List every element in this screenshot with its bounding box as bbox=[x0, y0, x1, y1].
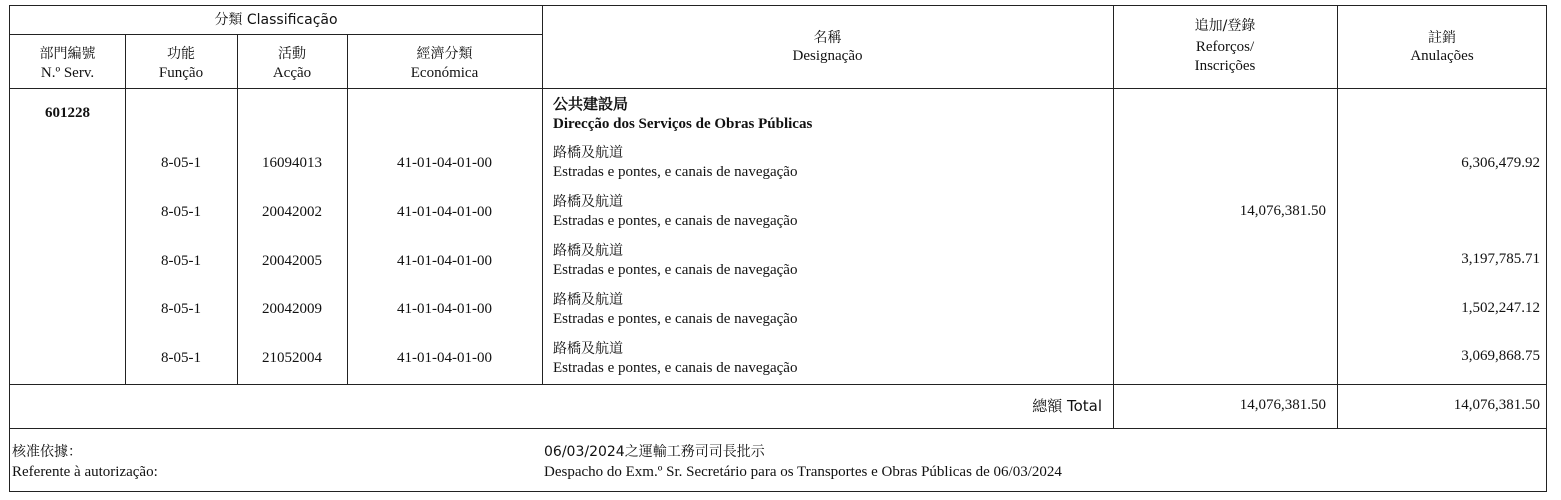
row-economic: 41-01-04-01-00 bbox=[397, 350, 492, 366]
func-header-pt: Função bbox=[158, 65, 204, 81]
ref-header-zh: 追加/登錄 bbox=[1194, 18, 1256, 34]
row-designation-zh: 路橋及航道 bbox=[553, 341, 623, 357]
total-reforcos: 14,076,381.50 bbox=[1239, 397, 1326, 413]
act-header-pt: Acção bbox=[272, 65, 312, 81]
econ-header-pt: Económica bbox=[410, 65, 479, 81]
total-label: 總額 Total bbox=[1032, 397, 1102, 415]
row-designation-zh: 路橋及航道 bbox=[553, 243, 623, 259]
classification-header: 分類 Classificação bbox=[214, 12, 338, 28]
row-designation-pt: Estradas e pontes, e canais de navegação bbox=[553, 262, 798, 278]
department-name-zh: 公共建設局 bbox=[553, 95, 629, 113]
econ-header-zh: 經濟分類 bbox=[416, 46, 473, 62]
serv-header-pt: N.º Serv. bbox=[40, 65, 95, 81]
anul-header-pt: Anulações bbox=[1410, 48, 1474, 64]
total-anulacoes: 14,076,381.50 bbox=[1453, 397, 1540, 413]
authorization-text-pt: Despacho do Exm.º Sr. Secretário para os Transportes e Obras Públicas de 06/03/2024 bbox=[544, 464, 1062, 480]
authorization-text-zh: 06/03/2024之運輸工務司司長批示 bbox=[544, 444, 765, 460]
row-function: 8-05-1 bbox=[161, 301, 201, 317]
row-anulacoes: 3,197,785.71 bbox=[1461, 251, 1540, 267]
row-action: 20042009 bbox=[262, 301, 322, 317]
row-designation-zh: 路橋及航道 bbox=[553, 194, 623, 210]
rule-body-bottom bbox=[10, 384, 1546, 385]
row-function: 8-05-1 bbox=[161, 350, 201, 366]
row-economic: 41-01-04-01-00 bbox=[397, 253, 492, 269]
row-function: 8-05-1 bbox=[161, 155, 201, 171]
department-name-pt: Direcção dos Serviços de Obras Públicas bbox=[553, 116, 813, 132]
anul-header-zh: 註銷 bbox=[1428, 30, 1456, 46]
act-header-zh: 活動 bbox=[278, 46, 306, 62]
ref-header-pt2: Inscrições bbox=[1194, 58, 1256, 74]
func-header-zh: 功能 bbox=[167, 46, 195, 62]
row-designation-zh: 路橋及航道 bbox=[553, 145, 623, 161]
row-designation-pt: Estradas e pontes, e canais de navegação bbox=[553, 164, 798, 180]
row-action: 20042002 bbox=[262, 204, 322, 220]
rule-header-bottom bbox=[10, 88, 1546, 89]
department-code: 601228 bbox=[45, 105, 90, 121]
desig-header-zh: 名稱 bbox=[813, 30, 842, 46]
authorization-label-zh: 核准依據： bbox=[12, 444, 82, 460]
row-designation-pt: Estradas e pontes, e canais de navegação bbox=[553, 311, 798, 327]
rule-classification bbox=[10, 34, 542, 35]
row-action: 21052004 bbox=[262, 350, 322, 366]
serv-header-zh: 部門編號 bbox=[39, 46, 96, 62]
desig-header-pt: Designação bbox=[792, 48, 863, 64]
row-economic: 41-01-04-01-00 bbox=[397, 155, 492, 171]
row-anulacoes: 1,502,247.12 bbox=[1461, 300, 1540, 316]
row-reforcos: 14,076,381.50 bbox=[1239, 203, 1326, 219]
row-economic: 41-01-04-01-00 bbox=[397, 301, 492, 317]
row-function: 8-05-1 bbox=[161, 204, 201, 220]
row-anulacoes: 3,069,868.75 bbox=[1461, 348, 1540, 364]
row-designation-pt: Estradas e pontes, e canais de navegação bbox=[553, 360, 798, 376]
ref-header-pt1: Reforços/ bbox=[1195, 39, 1255, 55]
row-anulacoes: 6,306,479.92 bbox=[1461, 155, 1540, 171]
row-function: 8-05-1 bbox=[161, 253, 201, 269]
rule-total-bottom bbox=[10, 428, 1546, 429]
row-designation-zh: 路橋及航道 bbox=[553, 292, 623, 308]
authorization-label-pt: Referente à autorização: bbox=[12, 464, 158, 480]
row-economic: 41-01-04-01-00 bbox=[397, 204, 492, 220]
row-action: 20042005 bbox=[262, 253, 322, 269]
row-action: 16094013 bbox=[262, 155, 322, 171]
row-designation-pt: Estradas e pontes, e canais de navegação bbox=[553, 213, 798, 229]
